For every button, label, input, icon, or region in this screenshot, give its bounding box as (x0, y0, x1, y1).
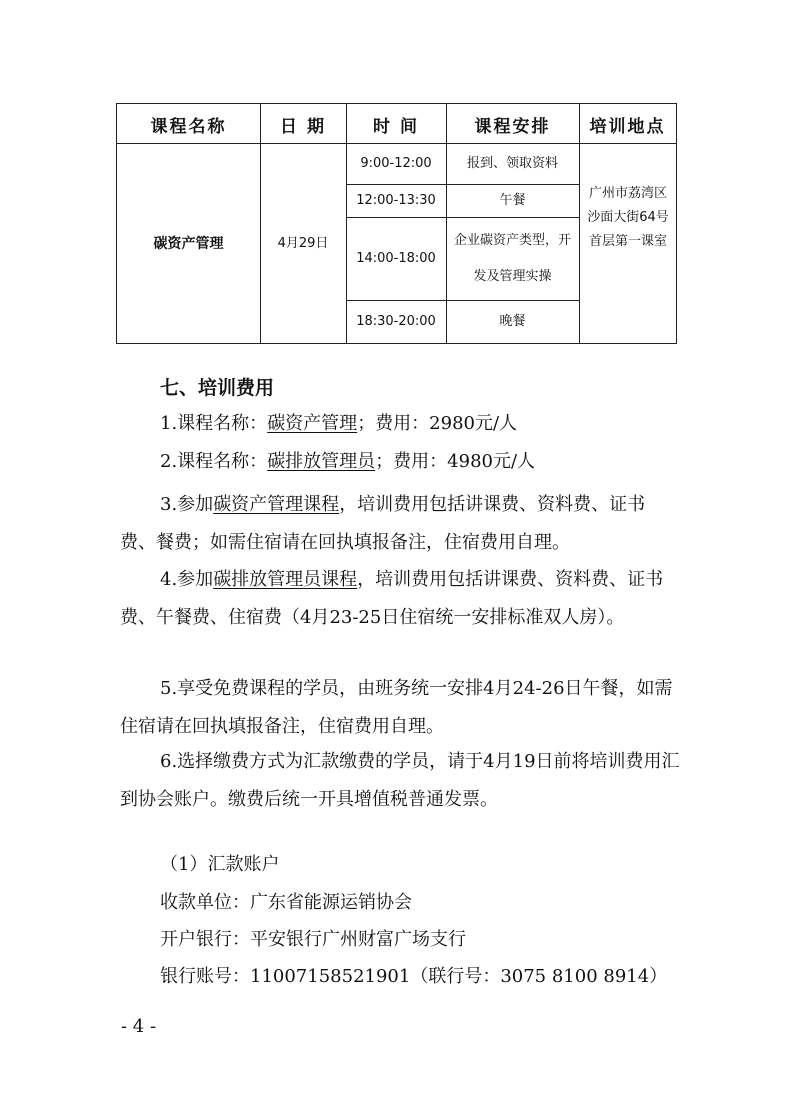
time-cell: 18:30-20:00 (356, 313, 436, 329)
account-line: 银行账号：11007158521901（联行号：3075 8100 8914） (160, 966, 668, 987)
remittance-title: （1）汇款账户 (160, 854, 280, 875)
header-date: 日 期 (280, 116, 326, 137)
course-name-cell: 碳资产管理 (153, 235, 224, 252)
header-time: 时 间 (373, 116, 419, 137)
paragraph-suffix: ，培训费用包括讲课费、资料费、证书费、餐费；如需住宿请在回执填报备注，住宿费用自理。 (120, 494, 646, 553)
schedule-table (116, 103, 677, 344)
page-number: - 4 - (121, 1016, 157, 1037)
fee-item-suffix: ；费用：4980元/人 (375, 451, 536, 472)
paragraph-prefix: 3.参加 (160, 494, 214, 515)
fee-paragraph-3 (120, 486, 680, 562)
fee-item-2 (160, 450, 535, 474)
header-course-name: 课程名称 (150, 116, 227, 137)
fee-paragraph-6: 6.选择缴费方式为汇款缴费的学员，请于4月19日前将培训费用汇到协会账户。缴费后统一开具增值税普通发票。 (120, 751, 680, 810)
paragraph-prefix: 4.参加 (160, 569, 214, 590)
plan-cell: 午餐 (499, 192, 526, 208)
date-cell: 4月29日 (277, 235, 329, 251)
fee-paragraph-4 (120, 561, 680, 637)
payee-line: 收款单位：广东省能源运销协会 (160, 892, 412, 913)
plan-cell: 报到、领取资料 (466, 156, 558, 171)
fee-item-prefix: 1.课程名称： (160, 413, 268, 434)
bank-line: 开户银行：平安银行广州财富广场支行 (160, 929, 466, 950)
paragraph-course: 碳资产管理课程 (213, 494, 340, 515)
header-location: 培训地点 (589, 116, 666, 137)
time-cell: 12:00-13:30 (356, 192, 436, 208)
fee-paragraph-5: 5.享受免费课程的学员，由班务统一安排4月24-26日午餐，如需住宿请在回执填报备注，住宿费用自理。 (120, 678, 673, 737)
location-cell: 广州市荔湾区沙面大街64号首层第一课室 (587, 186, 669, 249)
plan-cell: 企业碳资产类型，开发及管理实操 (453, 232, 571, 284)
fee-item-course: 碳排放管理员 (267, 451, 376, 472)
header-schedule: 课程安排 (474, 116, 551, 137)
fee-item-course: 碳资产管理 (267, 413, 358, 434)
paragraph-suffix: ，培训费用包括讲课费、资料费、证书费、午餐费、住宿费（4月23-25日住宿统一安排标准双人房）。 (120, 569, 664, 628)
plan-cell: 晚餐 (499, 313, 526, 329)
time-cell: 14:00-18:00 (356, 250, 436, 266)
paragraph-course: 碳排放管理员课程 (213, 569, 358, 590)
section-heading: 七、培训费用 (160, 377, 275, 399)
fee-item-prefix: 2.课程名称： (160, 451, 268, 472)
fee-item-1 (160, 412, 517, 436)
fee-item-suffix: ；费用：2980元/人 (357, 413, 518, 434)
time-cell: 9:00-12:00 (360, 156, 432, 171)
